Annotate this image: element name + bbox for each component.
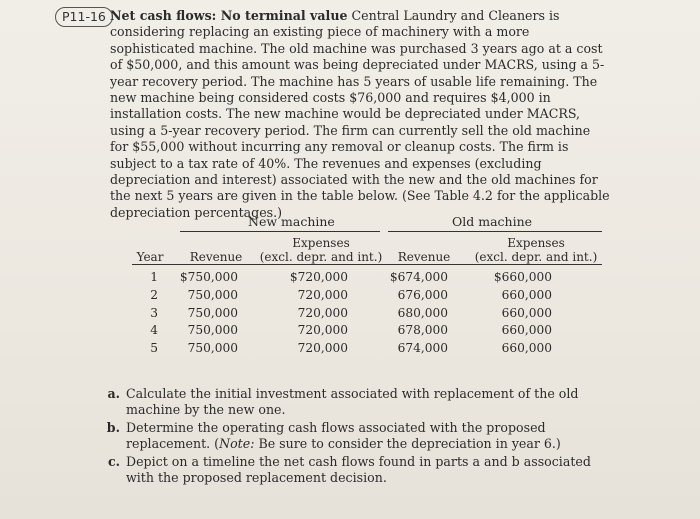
- cell-new-expenses: $720,000: [289, 270, 348, 284]
- cell-old-expenses: $660,000: [493, 270, 552, 284]
- group-rule-old: [388, 231, 602, 232]
- cell-old-revenue: $674,000: [389, 270, 448, 284]
- question-b-text-after: Be sure to consider the depreciation in year 6.): [254, 436, 561, 452]
- group-header-new: New machine: [248, 214, 335, 229]
- cell-new-revenue: 750,000: [187, 341, 238, 356]
- header-new-revenue: Revenue: [189, 250, 243, 264]
- problem-statement: [110, 8, 610, 221]
- header-new-expenses-line2: (excl. depr. and int.): [259, 250, 383, 264]
- cell-year: 3: [150, 305, 158, 320]
- cell-new-expenses: 720,000: [297, 305, 348, 320]
- question-a-letter: a.: [107, 386, 120, 401]
- cell-old-expenses: 660,000: [501, 305, 552, 320]
- cell-new-revenue: 750,000: [187, 305, 238, 320]
- cell-new-expenses: 720,000: [297, 341, 348, 356]
- problem-number-badge: [55, 7, 113, 27]
- cell-new-revenue: 750,000: [187, 287, 238, 302]
- question-list: [98, 386, 618, 487]
- header-new-expenses-line1: Expenses: [292, 236, 350, 250]
- header-year: Year: [136, 250, 164, 264]
- question-c: [98, 454, 618, 487]
- question-c-text: Depict on a timeline the net cash flows found in parts a and b associated with the proposed replacement decision.: [126, 453, 591, 486]
- question-a: [98, 386, 618, 419]
- cell-year: 4: [150, 323, 158, 338]
- question-b: [98, 420, 618, 453]
- problem-number: P11-16: [62, 9, 106, 24]
- question-a-text: Calculate the initial investment associated with replacement of the old machine by the new one.: [126, 386, 579, 418]
- header-old-expenses-line2: (excl. depr. and int.): [474, 250, 598, 264]
- cell-old-revenue: 674,000: [397, 341, 448, 356]
- cell-old-expenses: 660,000: [501, 323, 552, 338]
- cell-year: 5: [150, 341, 158, 356]
- group-rule-new: [180, 231, 380, 232]
- cell-old-expenses: 660,000: [501, 287, 552, 302]
- cell-old-revenue: 680,000: [397, 305, 448, 320]
- header-rule: [132, 264, 602, 265]
- problem-body: Central Laundry and Cleaners is considering replacing an existing piece of machinery with a more sophisticated machine. The old machine was purchased 3 years ago at a cost of $50,000, and this amount was being depreciated under MACRS, using a 5-year recovery period. The machine has 5 years of usable life remaining. The new machine being considered costs $76,000 and requires $4,000 in installation costs. The new machine would be depreciated under MACRS, using a 5-year recovery period. The firm can currently sell the old machine for $55,000 without incurring any removal or cleanup costs. The firm is subject to a tax rate of 40%. The revenues and expenses (excluding depreciation and interest) associated with the new and the old machines for the next 5 years are given in the table below. (See Table 4.2 for the applicable depreciation percentages.): [110, 8, 610, 220]
- question-b-text: [126, 420, 618, 453]
- header-old-expenses-line1: Expenses: [507, 236, 565, 250]
- group-header-old: Old machine: [452, 214, 533, 229]
- cell-old-expenses: 660,000: [501, 341, 552, 356]
- cell-year: 2: [150, 287, 158, 302]
- cell-old-revenue: 676,000: [397, 287, 448, 302]
- cell-new-expenses: 720,000: [297, 287, 348, 302]
- problem-lead: Net cash flows: No terminal value: [110, 8, 348, 23]
- cell-new-revenue: 750,000: [187, 323, 238, 338]
- cell-old-revenue: 678,000: [397, 323, 448, 338]
- question-b-letter: b.: [106, 419, 120, 435]
- cell-new-revenue: $750,000: [179, 270, 238, 284]
- cell-year: 1: [150, 270, 158, 284]
- cell-new-expenses: 720,000: [297, 323, 348, 338]
- question-c-letter: c.: [107, 453, 120, 469]
- question-b-note-label: Note:: [219, 436, 255, 452]
- question-b-text-before: Determine the operating cash flows associated with the proposed replacement. (: [126, 419, 546, 452]
- machine-data-table: [120, 214, 610, 364]
- header-old-revenue: Revenue: [397, 250, 451, 264]
- header-new-expenses: [256, 236, 386, 264]
- header-old-expenses: [462, 236, 610, 264]
